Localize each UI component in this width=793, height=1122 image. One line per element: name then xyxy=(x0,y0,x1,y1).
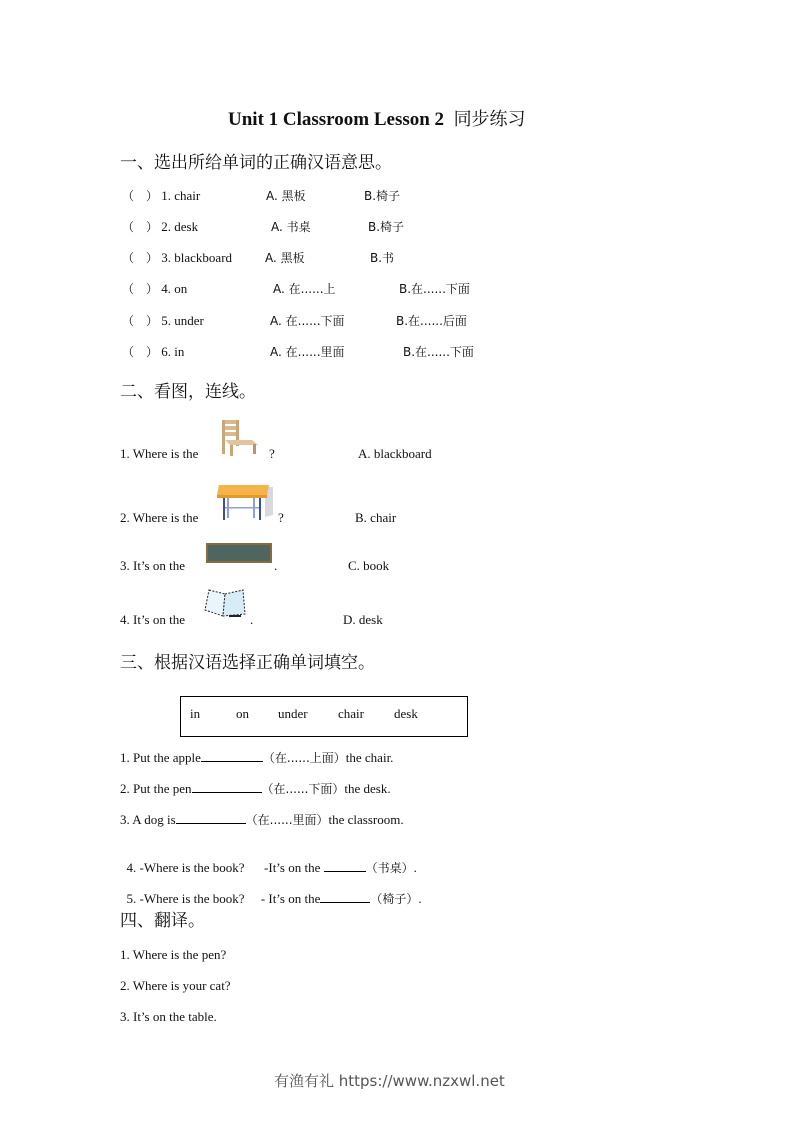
option-a: A. 在......下面 xyxy=(270,314,345,328)
match-option[interactable]: B. chair xyxy=(355,510,397,525)
question-word: 6. in xyxy=(161,344,185,359)
match-option[interactable]: C. book xyxy=(348,558,390,573)
fill-text: 2. Put the pen xyxy=(120,781,192,796)
fill-blank[interactable] xyxy=(192,780,262,793)
fill-text: 4. -Where is the book? -It’s on the xyxy=(126,860,324,875)
fill-blank[interactable] xyxy=(320,890,370,903)
option-a: A. 在......里面 xyxy=(270,345,345,359)
fill-text: 1. Put the apple xyxy=(120,750,201,765)
chair-image xyxy=(218,418,262,458)
list-item xyxy=(122,280,187,297)
question-mark: ? xyxy=(269,446,275,461)
word-in: in xyxy=(190,706,201,721)
option-a: A. 黑板 xyxy=(265,251,305,265)
fill-blank[interactable] xyxy=(176,811,246,824)
translate-item: 1. Where is the pen? xyxy=(120,947,227,962)
word-on: on xyxy=(236,706,249,721)
match-question: 2. Where is the xyxy=(120,510,199,525)
question-word: 4. on xyxy=(161,281,188,296)
word-desk: desk xyxy=(394,706,418,721)
chinese-hint: （椅子） xyxy=(370,892,419,906)
answer-paren[interactable]: （ ） xyxy=(122,314,159,328)
translate-item: 2. Where is your cat? xyxy=(120,978,231,993)
option-b: B.椅子 xyxy=(364,189,401,203)
match-question: 3. It’s on the xyxy=(120,558,185,573)
word-under: under xyxy=(278,706,308,721)
option-b: B.书 xyxy=(370,251,395,265)
option-b: B.椅子 xyxy=(368,220,405,234)
fill-blank[interactable] xyxy=(201,749,263,762)
section3-heading: 三、根据汉语选择正确单词填空。 xyxy=(120,653,375,673)
list-item xyxy=(122,218,198,235)
fill-text: . xyxy=(418,891,422,906)
answer-paren[interactable]: （ ） xyxy=(122,189,159,203)
list-item xyxy=(122,343,184,360)
option-b: B.在......下面 xyxy=(403,345,474,359)
question-word: 5. under xyxy=(161,313,204,328)
question-word: 1. chair xyxy=(161,188,201,203)
desk-image xyxy=(213,481,275,523)
fill-text: 3. A dog is xyxy=(120,812,176,827)
word-bank xyxy=(180,696,468,737)
period: . xyxy=(250,612,254,627)
answer-paren[interactable]: （ ） xyxy=(122,345,159,359)
section1-heading: 一、选出所给单词的正确汉语意思。 xyxy=(120,153,392,173)
question-word: 3. blackboard xyxy=(161,250,233,265)
page-title xyxy=(228,105,526,131)
answer-paren[interactable]: （ ） xyxy=(122,282,159,296)
chinese-hint: （在......里面） xyxy=(245,813,329,827)
list-item xyxy=(122,249,232,266)
match-question: 1. Where is the xyxy=(120,446,199,461)
fill-item-5 xyxy=(120,874,422,907)
chinese-hint: （在......下面） xyxy=(261,782,345,796)
title-english: Unit 1 Classroom Lesson 2 xyxy=(228,109,445,130)
title-chinese: 同步练习 xyxy=(453,109,526,130)
fill-text: the chair. xyxy=(345,750,394,765)
list-item xyxy=(122,187,200,204)
match-option[interactable]: A. blackboard xyxy=(358,446,432,461)
blackboard-image xyxy=(206,543,272,563)
question-mark: ? xyxy=(278,510,284,525)
fill-item-3 xyxy=(120,811,404,828)
fill-text: . xyxy=(413,860,417,875)
word-chair: chair xyxy=(338,706,364,721)
option-b: B.在......后面 xyxy=(396,314,467,328)
fill-item-1 xyxy=(120,749,393,766)
option-a: A. 在......上 xyxy=(273,282,336,296)
answer-paren[interactable]: （ ） xyxy=(122,251,159,265)
question-word: 2. desk xyxy=(161,219,199,234)
answer-paren[interactable]: （ ） xyxy=(122,220,159,234)
fill-text: 5. -Where is the book? - It’s on the xyxy=(126,891,321,906)
translate-item: 3. It’s on the table. xyxy=(120,1009,217,1024)
chinese-hint: （书桌） xyxy=(365,861,414,875)
match-option[interactable]: D. desk xyxy=(343,612,383,627)
fill-text: the desk. xyxy=(344,781,391,796)
fill-item-2 xyxy=(120,780,391,797)
fill-text: the classroom. xyxy=(328,812,404,827)
list-item xyxy=(122,312,204,329)
fill-item-4 xyxy=(120,843,417,876)
footer-watermark: 有渔有礼 https://www.nzxwl.net xyxy=(274,1072,505,1090)
chinese-hint: （在......上面） xyxy=(262,751,346,765)
fill-blank[interactable] xyxy=(324,859,366,872)
option-a: A. 书桌 xyxy=(271,220,311,234)
book-image xyxy=(203,586,249,622)
option-b: B.在......下面 xyxy=(399,282,470,296)
option-a: A. 黑板 xyxy=(266,189,306,203)
section2-heading: 二、看图，连线。 xyxy=(120,382,256,402)
match-question: 4. It’s on the xyxy=(120,612,185,627)
period: . xyxy=(274,558,278,573)
section4-heading: 四、翻译。 xyxy=(120,911,205,931)
